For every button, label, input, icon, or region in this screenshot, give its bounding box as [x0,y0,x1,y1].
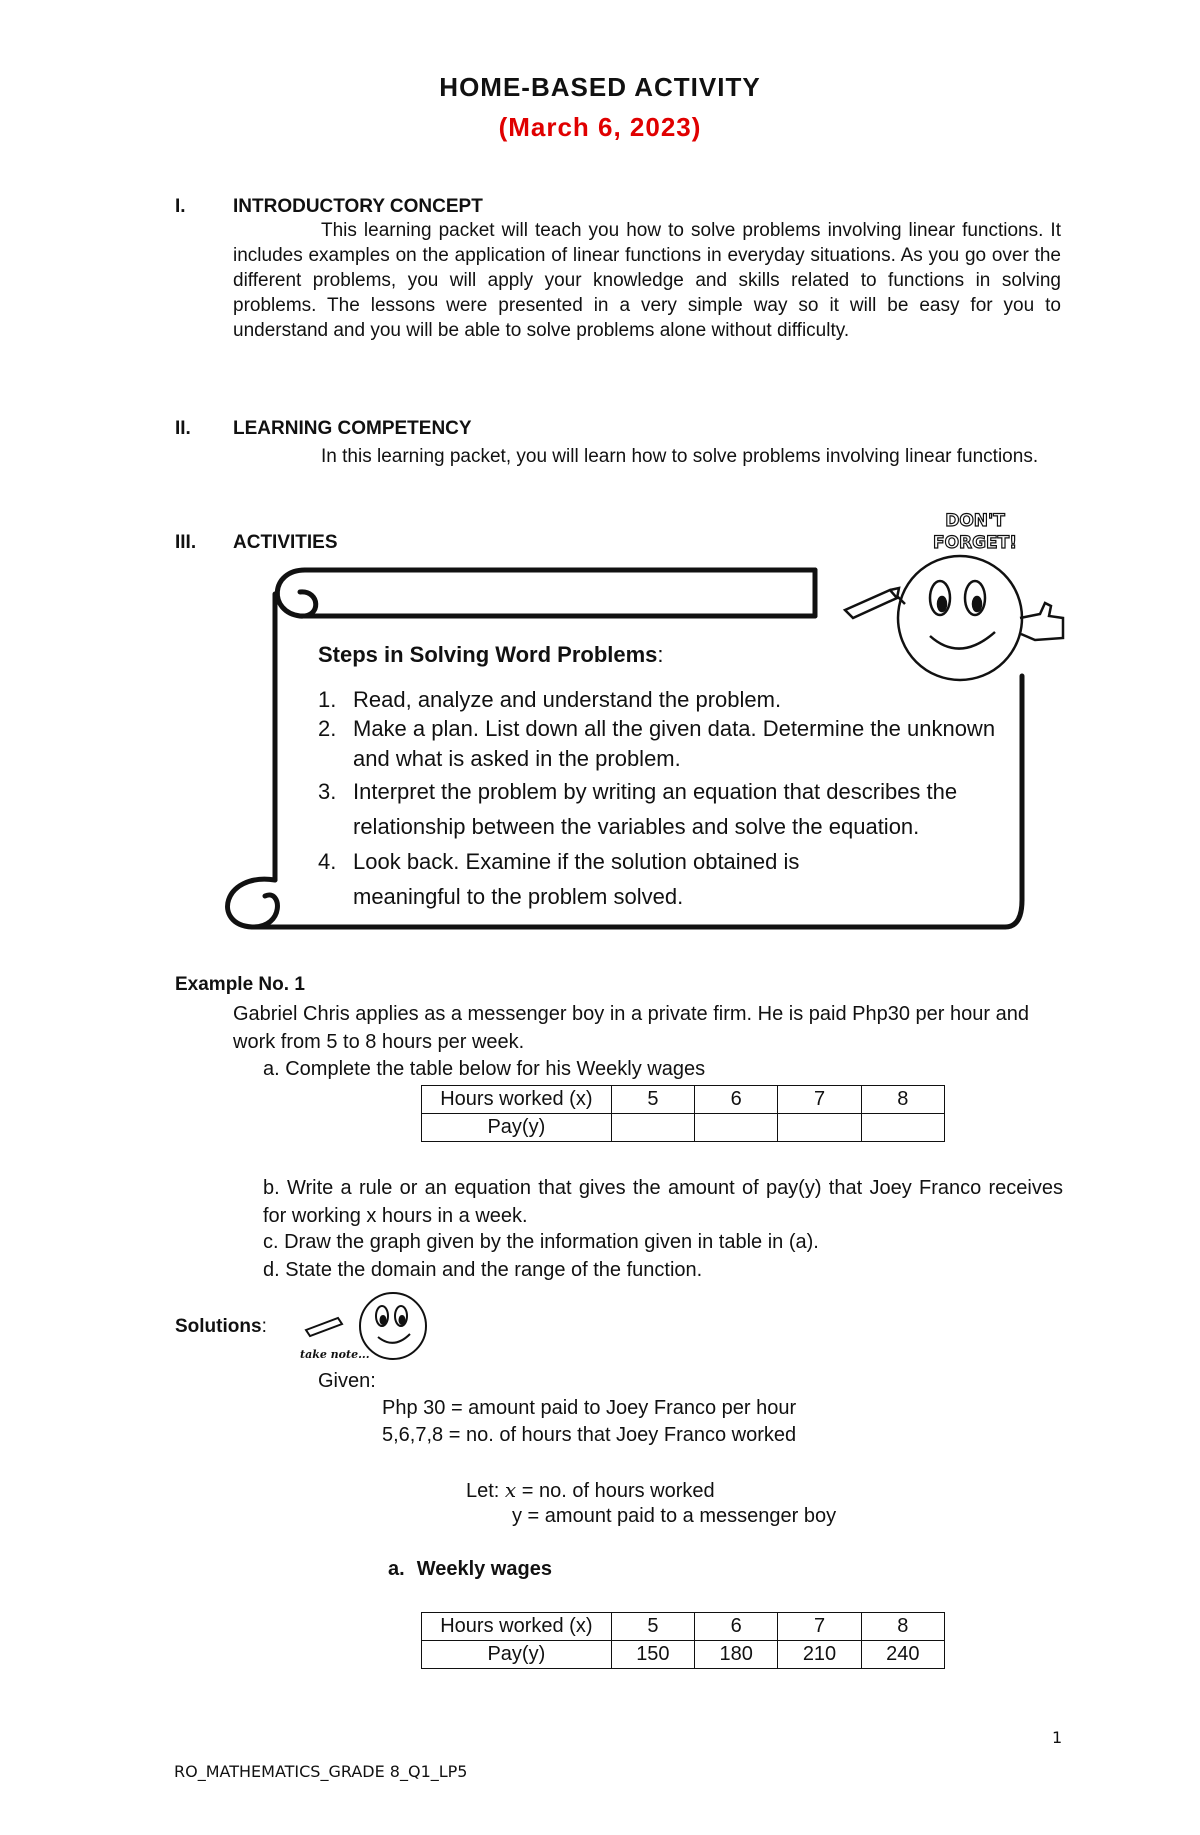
step-item [318,774,1008,844]
competency-text: In this learning packet, you will learn how to solve problems involving linear functions. [321,446,1039,467]
example-heading: Example No. 1 [175,974,305,995]
take-note-caption: take note... [300,1348,370,1361]
step-text: Make a plan. List down all the given data. Determine the unknown and what is asked in the problem. [353,716,996,771]
given-label: Given: [318,1370,376,1392]
table-cell: 210 [778,1641,861,1669]
table-header-cell: 6 [695,1086,778,1114]
step-item [318,844,883,914]
let-line-2: y = amount paid to a messenger boy [512,1505,837,1527]
step-number: 1. [318,687,337,712]
steps-list [318,686,1008,914]
steps-title: Steps in Solving Word Problems [318,642,658,667]
table-cell [611,1114,694,1142]
smiley-icon [835,548,1075,688]
table-row [422,1086,945,1114]
example-part-b [263,1174,1063,1230]
sub-a-title: Weekly wages [416,1558,552,1580]
solutions-colon: : [261,1316,267,1337]
sub-a-heading [388,1558,552,1581]
table-cell: 240 [861,1641,944,1669]
steps-title-colon: : [657,642,664,667]
table-header-cell: 5 [611,1086,694,1114]
table-header-cell: 6 [695,1613,778,1641]
step-text: Interpret the problem by writing an equation that describes the relationship between the variables and solve the equation. [353,779,958,839]
step-item [318,686,1008,714]
given-line-2: 5,6,7,8 = no. of hours that Joey Franco worked [382,1424,797,1446]
example-part-d: d. State the domain and the range of the function. [263,1259,703,1281]
step-text: Read, analyze and understand the problem. [353,687,782,712]
example-part-a: a. Complete the table below for his Weekly wages [263,1058,706,1080]
table-cell: 180 [695,1641,778,1669]
table-row [422,1114,945,1142]
step-text: Look back. Examine if the solution obtained is meaningful to the problem solved. [353,849,800,909]
table-header-cell: Hours worked (x) [422,1086,612,1114]
page-number: 1 [1052,1728,1063,1747]
solutions-label: Solutions [175,1316,262,1337]
part-b-text: b. Write a rule or an equation that gives the amount of pay(y) that Joey Franco receives for working x hours in a week. [263,1177,1063,1227]
intro-text: This learning packet will teach you how to solve problems involving linear functions. It includes examples on the application of linear functions in everyday situations. As you go over the different problems, you will apply your knowledge and skills related to functions in solving problems. The lessons were presented in a very simple way so it will be easy for you to understand and you will be able to solve problems alone without difficulty. [233,220,1061,341]
table-cell [778,1114,861,1142]
table-row-label: Pay(y) [422,1114,612,1142]
step-item [318,714,1008,774]
table-header-cell: 8 [861,1086,944,1114]
section-number-activities: III. [175,532,197,553]
dont-forget-line2: FORGET! [932,533,1018,553]
table-cell [861,1114,944,1142]
solutions-label-row [175,1316,267,1338]
wages-table-blank [421,1085,945,1142]
step-number: 3. [318,779,337,804]
section-number-competency: II. [175,418,191,439]
page-date: (March 6, 2023) [498,112,702,142]
dont-forget-line1: DON'T [945,511,1005,531]
table-cell: 150 [611,1641,694,1669]
table-header-cell: Hours worked (x) [422,1613,612,1641]
table-header-cell: 8 [861,1613,944,1641]
step-number: 4. [318,849,337,874]
sub-a-label: a. [388,1558,405,1580]
section-heading-intro: INTRODUCTORY CONCEPT [233,196,483,217]
let-prefix: Let: [466,1480,505,1502]
table-header-cell: 7 [778,1086,861,1114]
steps-title-row [318,642,664,668]
page-title: HOME-BASED ACTIVITY [439,72,761,102]
wages-table-filled [421,1612,945,1669]
table-row [422,1613,945,1641]
table-cell [695,1114,778,1142]
step-number: 2. [318,716,337,741]
let-line-1-rest: = no. of hours worked [516,1480,715,1502]
section-heading-activities: ACTIVITIES [233,532,338,553]
section-heading-competency: LEARNING COMPETENCY [233,418,472,439]
table-row-label: Pay(y) [422,1641,612,1669]
given-line-1: Php 30 = amount paid to Joey Franco per hour [382,1397,797,1419]
table-header-cell: 5 [611,1613,694,1641]
let-line-1 [466,1478,715,1503]
example-problem: Gabriel Chris applies as a messenger boy in a private firm. He is paid Php30 per hour and work from 5 to 8 hours per week. [233,1003,1029,1053]
table-row [422,1641,945,1669]
table-header-cell: 7 [778,1613,861,1641]
section-number-intro: I. [175,196,186,217]
example-part-c: c. Draw the graph given by the information given in table in (a). [263,1231,819,1253]
footer-code: RO_MATHEMATICS_GRADE 8_Q1_LP5 [174,1762,468,1781]
let-variable: x [504,1478,517,1502]
